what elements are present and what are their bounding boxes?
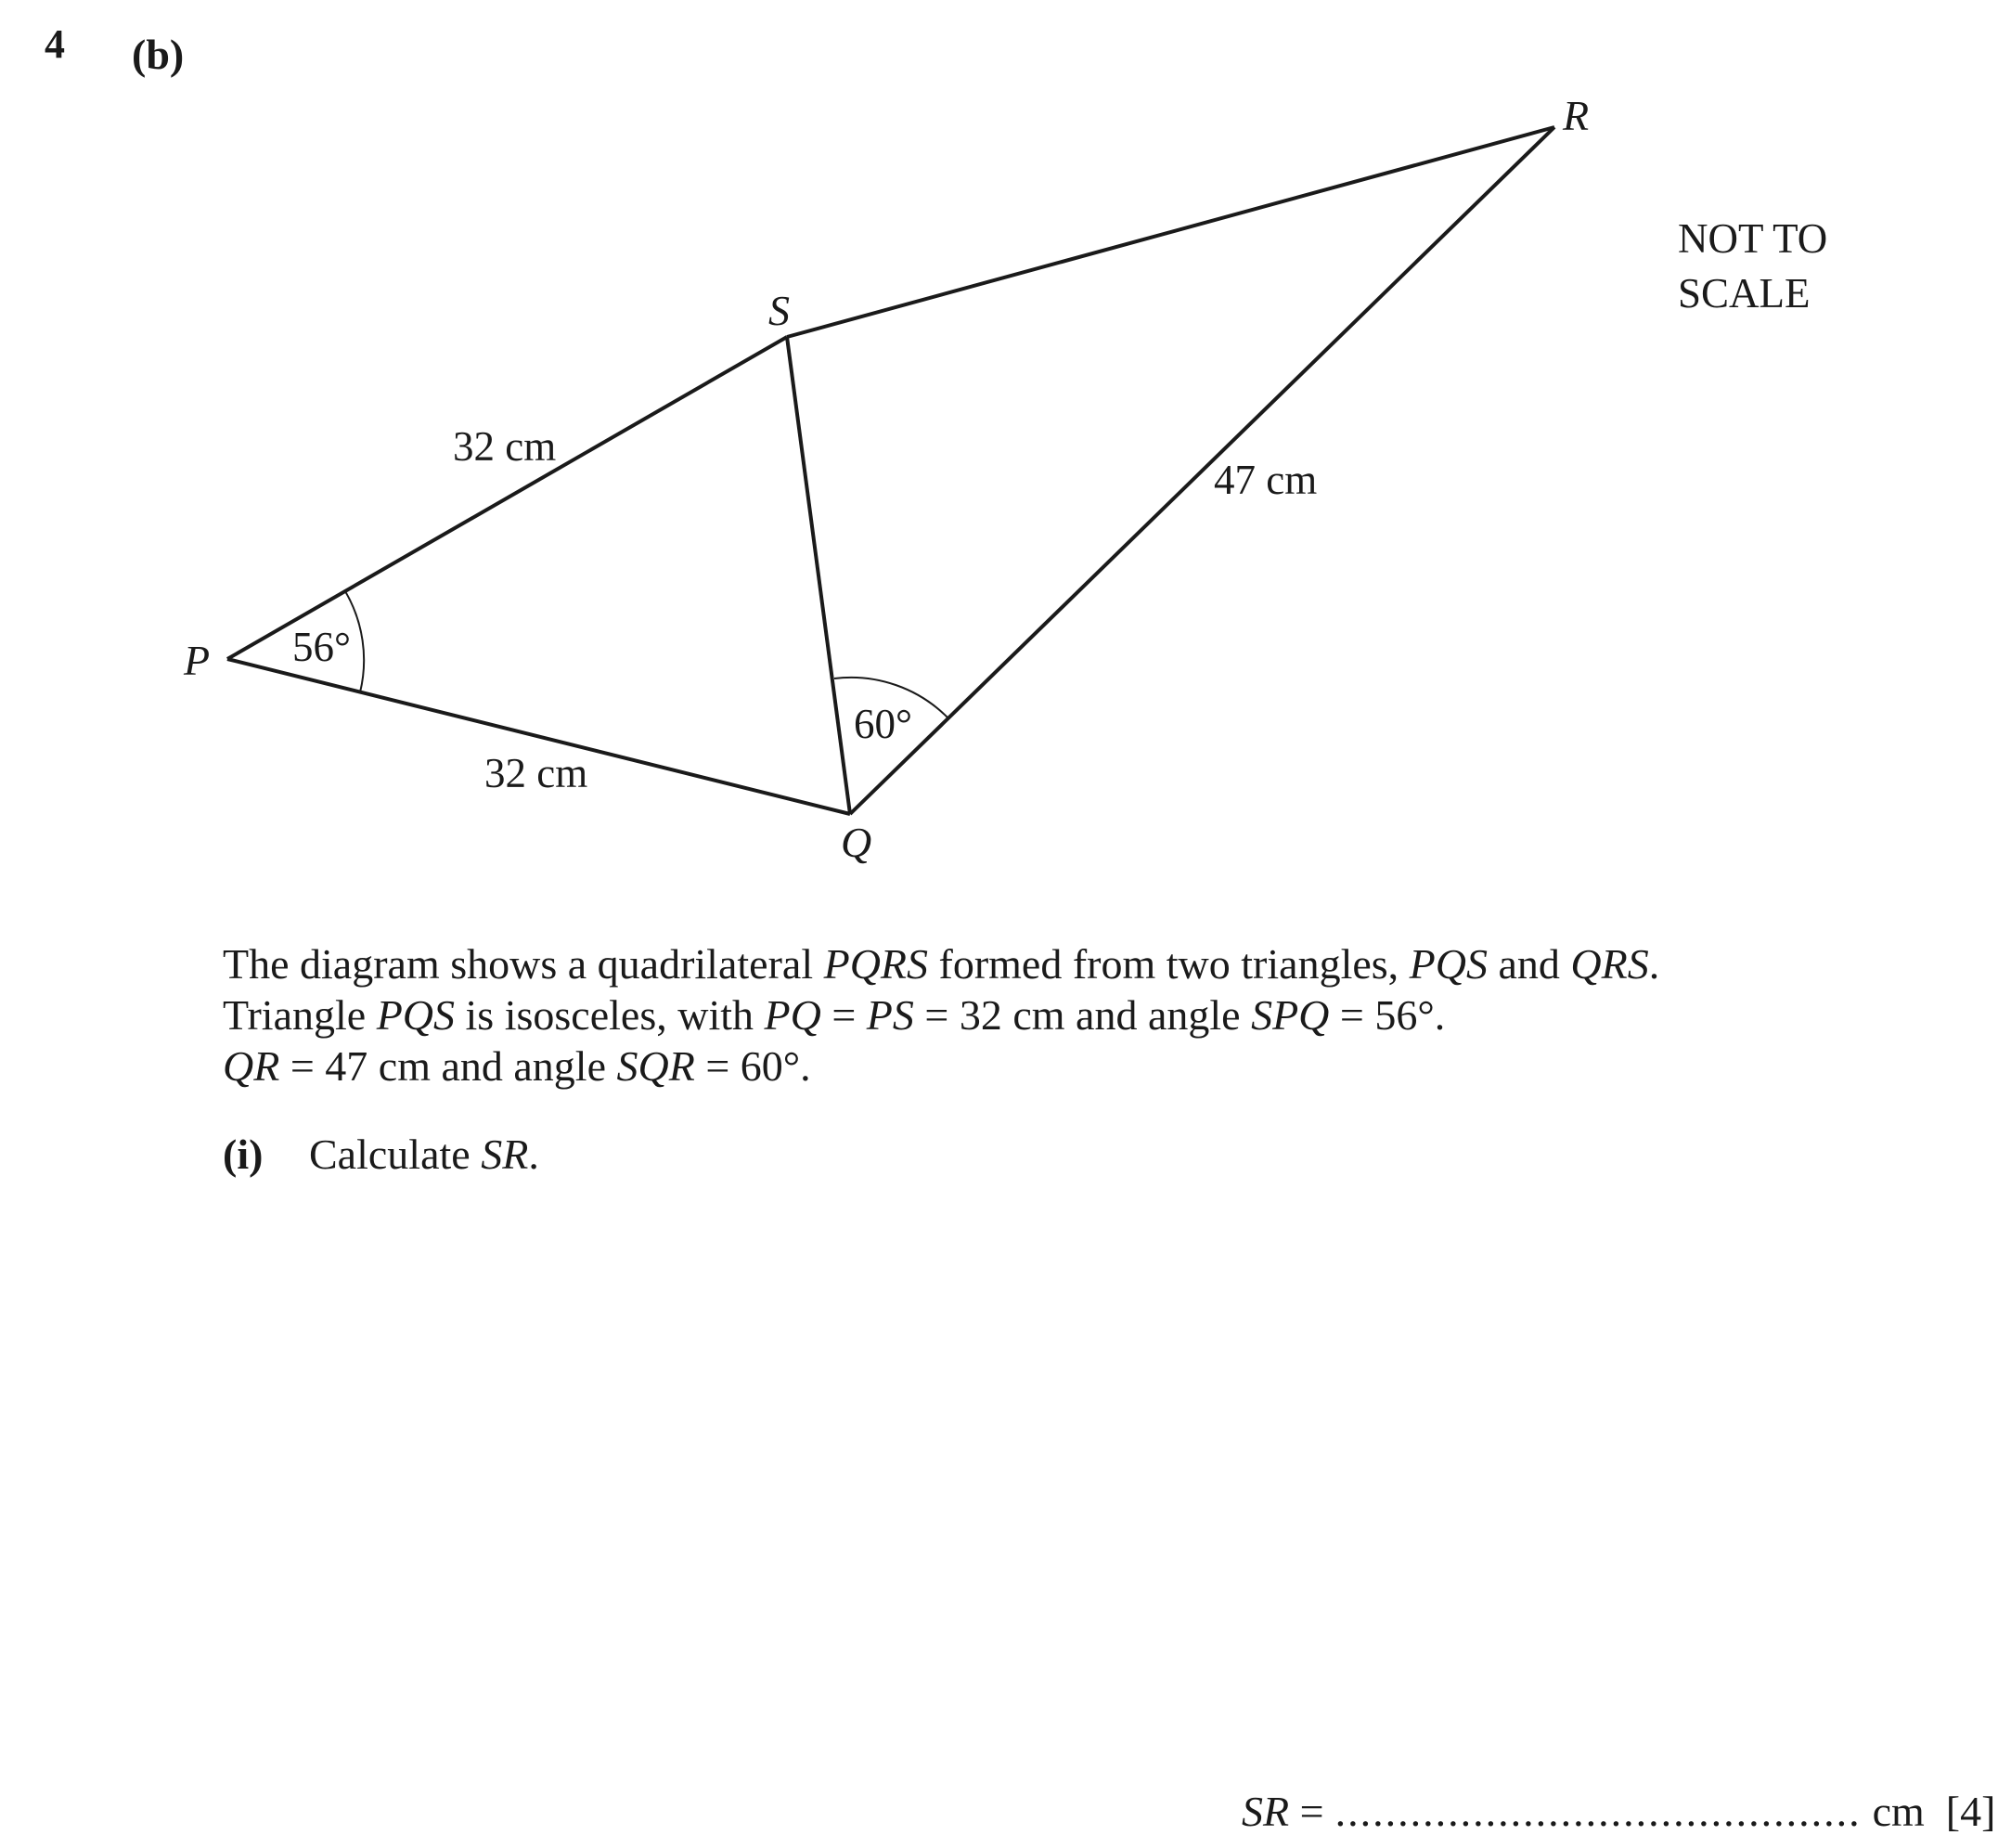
subpart-question (309, 1130, 539, 1179)
text-segment: SR (481, 1131, 529, 1178)
text-segment: . (528, 1131, 539, 1178)
text-segment: = 47 cm and angle (279, 1042, 617, 1090)
text-segment: SQR (616, 1042, 695, 1090)
text-segment: is isosceles, with (455, 991, 765, 1039)
angle-label-P: 56° (292, 624, 351, 670)
text-segment: = 32 cm and angle (913, 991, 1252, 1039)
side-label-PS: 32 cm (453, 423, 557, 470)
edge-QR (850, 127, 1554, 814)
text-segment: and (1488, 940, 1571, 988)
description-line-1 (223, 938, 1659, 989)
answer-equals: = (1289, 1788, 1324, 1835)
vertex-label-S: S (768, 287, 790, 334)
description-line-2 (223, 989, 1445, 1040)
answer-label: SR (1242, 1788, 1290, 1835)
text-segment: PS (866, 991, 914, 1039)
subpart-label: (i) (223, 1131, 264, 1178)
edge-SQ (787, 337, 850, 814)
text-segment: PQRS (823, 940, 929, 988)
vertex-label-R: R (1563, 92, 1590, 139)
not-to-scale-line-1: NOT TO (1678, 215, 1828, 262)
text-segment: = 56°. (1329, 991, 1446, 1039)
question-number: 4 (45, 21, 65, 67)
angle-label-Q: 60° (854, 701, 912, 747)
text-segment: = (820, 991, 867, 1039)
text-segment: SPQ (1251, 991, 1330, 1039)
marks-badge: [4] (1945, 1788, 1996, 1835)
text-segment: = 60°. (694, 1042, 811, 1090)
answer-blank[interactable]: .......................................... (1334, 1788, 1862, 1835)
side-label-QR: 47 cm (1214, 457, 1318, 503)
answer-unit: cm (1872, 1788, 1925, 1835)
question-part: (b) (132, 31, 185, 78)
text-segment: PQ (764, 991, 821, 1039)
text-segment: Triangle (223, 991, 377, 1039)
text-segment: PQS (1409, 940, 1488, 988)
text-segment: formed from two triangles, (928, 940, 1410, 988)
not-to-scale-note (1678, 212, 1827, 321)
edge-PS (227, 337, 787, 659)
text-segment: . (1648, 940, 1660, 988)
vertex-label-Q: Q (841, 819, 872, 866)
description-line-3 (223, 1040, 811, 1092)
text-segment: QR (223, 1042, 280, 1090)
side-label-PQ: 32 cm (484, 750, 588, 796)
not-to-scale-line-2: SCALE (1678, 270, 1811, 317)
text-segment: The diagram shows a quadrilateral (223, 940, 824, 988)
edge-SR (787, 127, 1554, 337)
text-segment: PQS (376, 991, 456, 1039)
vertex-label-P: P (184, 637, 211, 684)
answer-line[interactable] (1242, 1787, 1995, 1836)
text-segment: QRS (1570, 940, 1649, 988)
quadrilateral-diagram (0, 0, 2011, 891)
text-segment: Calculate (309, 1131, 482, 1178)
